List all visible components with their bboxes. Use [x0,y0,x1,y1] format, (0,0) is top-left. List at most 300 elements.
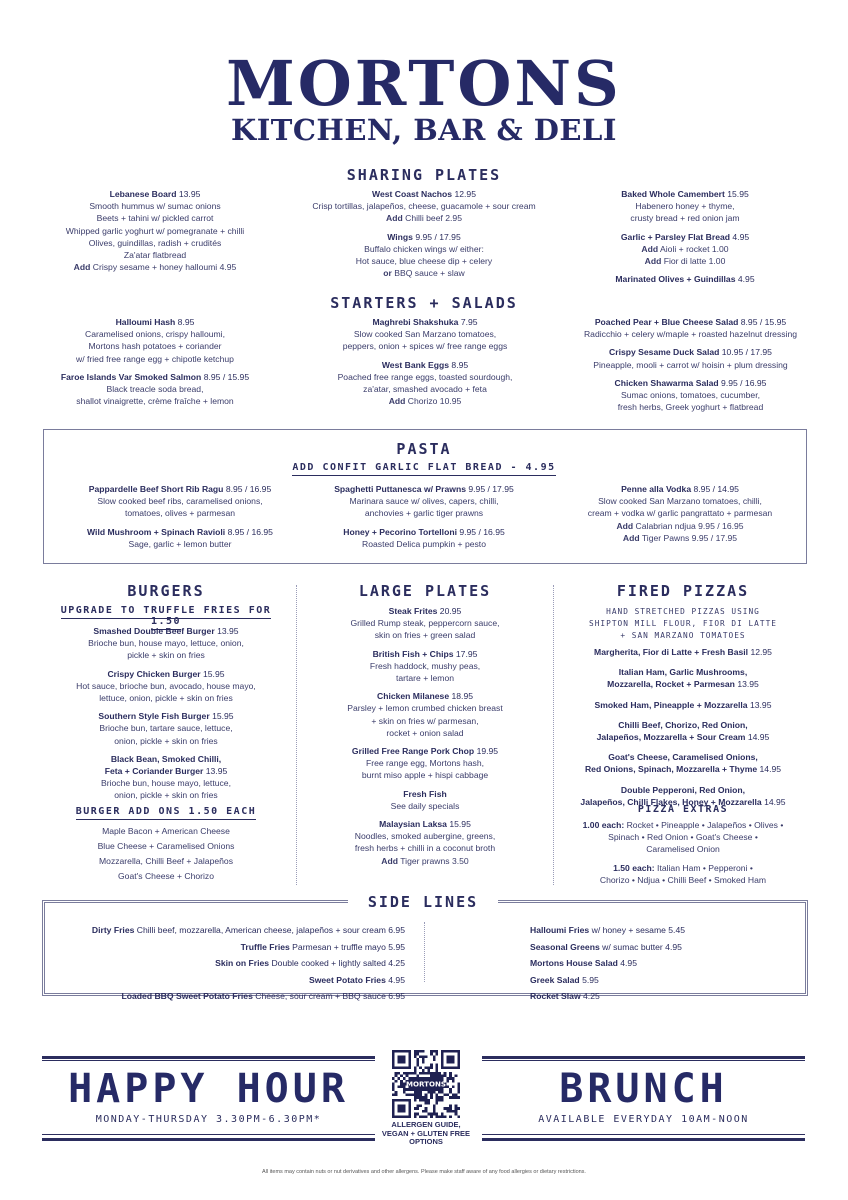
menu-item-price: 8.95 [177,317,195,327]
menu-item-desc: Whipped garlic yoghurt w/ pomegranate + chilli [65,225,245,236]
item-name-text: Southern Style Fish Burger [98,711,210,722]
menu-item-desc: Olives, guindillas, radish + crudités [88,237,222,248]
pizza-item [563,666,803,690]
menu-item-desc: Poached free range eggs, toasted sourdough, [337,371,513,382]
menu-item-price: 19.95 [476,746,499,757]
menu-add-line [560,255,810,267]
menu-item-desc: Radicchio + celery w/maple + roasted hazelnut dressing [583,329,798,340]
add-text: Tiger Pawns 9.95 / 17.95 [639,532,738,543]
menu-item-price: 9.95 / 16.95 [721,377,767,388]
allergen-qr-code[interactable] [392,1050,460,1118]
sharing-right [560,188,810,291]
menu-item-desc: shallot vinaigrette, crème fraîche + lemon [76,396,234,407]
starters-title: STARTERS + SALADS [330,294,518,312]
pasta-title: PASTA [396,440,452,458]
menu-item-desc: Za'atar flatbread [123,250,187,261]
pizza-note-line: HAND STRETCHED PIZZAS USING [606,607,760,616]
item-name-text: Maghrebi Shakshuka [372,317,459,327]
add-text: Crispy sesame + honey halloumi 4.95 [90,262,237,273]
menu-item [290,316,560,353]
add-label: Add [622,532,640,543]
menu-item-desc: Marinara sauce w/ olives, capers, chilli, [349,496,499,507]
hh-rule-top2 [42,1060,375,1061]
menu-item-desc: Fresh haddock, mushy peas, [369,660,481,671]
menu-item-name [558,346,823,358]
side-item [530,939,780,956]
menu-add-line [290,395,560,407]
menu-item-desc: Parsley + lemon crumbed chicken breast [347,703,503,714]
add-label: or [383,268,392,279]
menu-item-desc: Slow cooked San Marzano tomatoes, [353,329,497,340]
side-item [50,939,405,956]
menu-item [46,668,286,705]
pizza-price: 13.95 [749,699,772,710]
item-name-text: Halloumi Hash [115,317,176,327]
large-list [305,605,545,873]
brunch-title: BRUNCH [559,1066,728,1112]
menu-item-desc: Pineapple, mooli + carrot w/ hoisin + plum dressing [593,359,788,370]
side-name: Truffle Fries [240,941,290,952]
add-label: Add [388,396,406,407]
item-name-text: Chicken Milanese [376,691,450,702]
add-text: Chilli beef 2.95 [402,213,462,224]
side-detail: Double cooked + lightly salted 4.25 [269,958,405,969]
menu-item-name [50,483,310,495]
item-name-text: Crispy Sesame Duck Salad [609,347,720,358]
sides-left [50,922,405,1005]
add-label: Add [641,243,659,254]
burgers-list [46,625,286,808]
menu-item-price: 8.95 / 16.95 [227,526,273,537]
menu-item-price: 15.95 [203,668,225,679]
menu-item-desc: cream + vodka w/ garlic pangrattato + parmesan [587,508,773,519]
hh-rule-bottom2 [42,1134,375,1135]
qr-caption: ALLERGEN GUIDE, VEGAN + GLUTEN FREE OPTIONS [381,1120,471,1146]
menu-add-line [560,243,810,255]
menu-item [560,273,810,285]
menu-item-name [305,745,545,757]
menu-item [284,231,564,280]
pizza-item [563,699,803,711]
brunch-rule-bottom2 [482,1134,805,1135]
menu-item-desc: burnt miso apple + hispi cabbage [361,770,489,781]
menu-item-name [305,690,545,702]
pizza-extra-text: Italian Ham • Pepperoni • Chorizo • Ndjua • Chilli Beef • Smoked Ham [599,862,767,885]
menu-item [46,710,286,747]
item-name-text: Wings [387,231,413,242]
side-detail: 4.95 [385,974,405,985]
side-item [530,955,780,972]
item-name-text: Poached Pear + Blue Cheese Salad [594,317,739,327]
side-detail: Chilli beef, mozzarella, American cheese, jalapeños + sour cream 6.95 [134,925,405,935]
menu-item [290,359,560,408]
sharing-left [30,188,280,279]
item-name-text: British Fish + Chips [372,648,454,659]
pizza-price: 12.95 [750,647,772,657]
side-detail: 4.95 [617,958,637,969]
side-name: Seasonal Greens [530,941,600,952]
menu-item-price: 4.95 [732,231,750,242]
menu-item-desc: Noodles, smoked aubergine, greens, [354,831,496,842]
menu-item-desc: See daily specials [390,800,460,811]
pizza-name: Margherita, Fior di Latte + Fresh Basil [594,647,749,657]
add-label: Add [381,855,398,866]
burger-addons-list [46,824,286,884]
side-item [50,988,405,1005]
menu-item-price: 4.95 [737,274,755,285]
pasta-subtitle [274,462,574,473]
menu-item-desc: + skin on fries w/ parmesan, [371,715,479,726]
menu-item [46,753,286,802]
side-name: Greek Salad [530,974,580,985]
pizza-item [563,751,803,775]
item-name-text: Penne alla Vodka [621,484,692,494]
pizza-extras-title: PIZZA EXTRAS [637,804,729,815]
pizza-note-line: SHIPTON MILL FLOUR, FIOR DI LATTE [589,619,777,628]
item-name-text: Fresh Fish [403,788,447,799]
menu-item-desc: Slow cooked beef ribs, caramelised onions, [97,496,263,507]
item-name-text: Malaysian Laksa [379,819,447,830]
add-text: BBQ sauce + slaw [391,268,465,279]
menu-item-name [560,188,810,200]
menu-item-price: 10.95 / 17.95 [721,347,772,358]
logo-tagline: KITCHEN, BAR & DELI [231,113,617,147]
side-name: Dirty Fries [91,925,135,935]
menu-item-desc: lettuce, onion, pickle + skin on fries [99,693,233,704]
burger-addon: Goat's Cheese + Chorizo [118,871,214,881]
menu-item-desc: w/ fried free range egg + chipotle ketchup [76,353,234,364]
menu-item-price: 17.95 [455,648,478,659]
menu-item-desc: Brioche bun, house mayo, lettuce, [101,778,231,789]
starters-mid [290,316,560,413]
menu-item-desc: pickle + skin on fries [127,650,205,661]
menu-item-name [560,231,810,243]
item-name-text: Baked Whole Camembert [621,189,725,199]
burgers-title: BURGERS [127,582,205,600]
menu-item-desc: Brioche bun, house mayo, lettuce, onion, [88,638,244,649]
side-name: Loaded BBQ Sweet Potato Fries [121,991,253,1002]
menu-item-desc: Roasted Delica pumpkin + pesto [362,538,486,549]
side-detail: w/ honey + sesame 5.45 [589,925,686,935]
side-item [530,922,780,939]
sharing-mid [284,188,564,285]
menu-item-desc: peppers, onion + spices w/ free range eggs [342,341,508,352]
pizza-extra-text: Rocket • Pineapple • Jalapeños • Olives • Spinach • Red Onion • Goat's Cheese • Caramelised Onion [608,820,784,855]
menu-item [305,788,545,812]
menu-item-price: 12.95 [454,189,476,199]
menu-item-price: 13.95 [217,626,239,636]
menu-item-desc: tartare + lemon [395,673,455,684]
menu-item-desc: Grilled Rump steak, peppercorn sauce, [350,618,500,629]
side-name: Rocket Slaw [530,991,581,1002]
pizza-extra [563,819,803,856]
menu-item [305,818,545,867]
add-text: Tiger prawns 3.50 [398,855,469,866]
menu-add-line [560,532,800,544]
menu-item-name [305,788,545,800]
pizzas-list [563,646,803,816]
side-name: Mortons House Salad [530,958,618,969]
brunch-sub: AVAILABLE EVERYDAY 10AM-NOON [538,1114,749,1125]
menu-item [50,483,310,520]
pasta-mid [298,483,550,556]
large-title: LARGE PLATES [358,582,492,600]
add-label: Add [616,520,634,531]
menu-add-line [284,212,564,224]
menu-item-name [30,371,280,383]
menu-item-price: 15.95 [212,711,234,722]
menu-item-price: 9.95 / 17.95 [415,231,461,242]
pizza-item [563,719,803,743]
menu-item-price: 8.95 / 15.95 [740,317,787,327]
hh-rule-bottom [42,1138,375,1141]
side-name: Sweet Potato Fries [308,974,386,985]
side-item [50,922,405,939]
menu-item-name [298,526,550,538]
add-label: Add [73,262,91,273]
menu-item-desc: Caramelised onions, crispy halloumi, [85,329,225,340]
pizza-item [563,646,803,658]
sides-divider [424,922,425,982]
item-name-text: West Coast Nachos [372,189,453,199]
allergen-footer: All items may contain nuts or nut derivatives and other allergens. Please make staff aware of any food allergies or dietary restrictions. [262,1169,586,1175]
menu-item-name [30,316,280,328]
menu-add-line [560,520,800,532]
side-item [530,988,780,1005]
menu-item-desc: Habenero honey + thyme, [635,201,735,212]
menu-item-name [558,377,823,389]
menu-item-name [305,605,545,617]
menu-item [305,745,545,782]
menu-item [560,483,800,544]
menu-item [305,648,545,685]
side-detail: w/ sumac butter 4.95 [599,941,682,952]
item-name-text: Black Bean, Smoked Chilli, Feta + Coriander Burger [104,753,222,777]
item-name-text: Faroe Islands Var Smoked Salmon [60,371,202,382]
menu-item-price: 20.95 [439,606,462,616]
side-detail: Cheese, sour cream + BBQ sauce 6.95 [252,991,405,1002]
pasta-right [560,483,800,550]
happy-hour-sub: MONDAY-THURSDAY 3.30PM-6.30PM* [95,1114,322,1125]
pizza-price: 14.95 [764,796,786,807]
side-item [530,972,780,989]
brunch-rule-top [482,1056,805,1059]
brunch-rule-bottom [482,1138,805,1141]
item-name-text: Smashed Double Beef Burger [93,626,215,636]
pizza-extras [563,819,803,892]
add-text: Calabrian ndjua 9.95 / 16.95 [633,520,744,531]
menu-item-desc: Hot sauce, blue cheese dip + celery [355,256,493,267]
menu-item-desc: Sumac onions, tomatoes, cucumber, [620,390,760,401]
menu-item-name [305,648,545,660]
menu-item-desc: Sage, garlic + lemon butter [128,538,232,549]
add-label: Add [386,213,403,224]
starters-left [30,316,280,413]
burger-addons-title [46,806,286,817]
pizza-extra-label: 1.00 each: [582,820,625,830]
menu-item-desc: onion, pickle + skin on fries [114,735,218,746]
item-name-text: Pappardelle Beef Short Rib Ragu [88,484,224,494]
menu-add-line [305,855,545,867]
pizza-price: 14.95 [747,732,770,743]
menu-item-name [560,483,800,495]
menu-item-price: 9.95 / 17.95 [468,484,514,494]
menu-item-name [30,188,280,200]
burger-addon: Mozzarella, Chilli Beef + Jalapeños [99,856,233,866]
menu-item-price: 8.95 [451,359,469,370]
menu-item-desc: za'atar, smashed avocado + feta [363,384,487,395]
menu-item-desc: Hot sauce, brioche bun, avocado, house mayo, [76,680,256,691]
add-text: Chorizo 10.95 [405,396,462,407]
menu-item-price: 9.95 / 16.95 [459,526,505,537]
menu-item [558,346,823,370]
side-detail: Parmesan + truffle mayo 5.95 [289,941,405,952]
item-name-text: Marinated Olives + Guindillas [615,274,736,285]
menu-add-line [284,267,564,279]
menu-item-price: 13.95 [178,189,201,199]
menu-item-price: 8.95 / 14.95 [693,484,739,494]
menu-item [558,316,823,340]
menu-item-price: 15.95 [449,819,471,830]
item-name-text: Crispy Chicken Burger [107,668,201,679]
menu-item-price: 13.95 [205,766,228,777]
sides-title: SIDE LINES [348,893,498,911]
add-label: Add [644,256,662,267]
menu-item-desc: tomatoes, olives + parmesan [124,508,236,519]
menu-item-desc: Beets + tahini w/ pickled carrot [96,213,214,224]
menu-item-price: 18.95 [451,691,474,702]
item-name-text: Honey + Pecorino Tortelloni [343,526,457,537]
divider-2 [553,585,554,885]
item-name-text: Lebanese Board [109,189,177,199]
menu-item-desc: Slow cooked San Marzano tomatoes, chilli, [598,496,762,507]
pizza-name: Double Pepperoni, Red Onion, Jalapeños, Chilli Flakes, Honey + Mozzarella [580,784,762,807]
item-name-text: West Bank Eggs [381,359,450,370]
menu-item-name [290,316,560,328]
pizza-note-line: + SAN MARZANO TOMATOES [620,631,746,640]
menu-item [298,526,550,550]
menu-item-name [290,359,560,371]
pasta-subtitle-text: ADD CONFIT GARLIC FLAT BREAD - 4.95 [292,462,555,476]
menu-item-desc: Brioche bun, tartare sauce, lettuce, [99,723,233,734]
divider-1 [296,585,297,885]
menu-item-price: 15.95 [727,189,749,199]
menu-item-desc: Mortons hash potatoes + coriander [88,341,222,352]
pizzas-title: FIRED PIZZAS [616,582,750,600]
pizza-extra-label: 1.50 each: [613,862,655,873]
menu-item-desc: fresh herbs, Greek yoghurt + flatbread [617,402,764,413]
pizza-name: Italian Ham, Garlic Mushrooms, Mozzarella, Rocket + Parmesan [607,667,748,690]
pizza-name: Goat's Cheese, Caramelised Onions, Red Onions, Spinach, Mozzarella + Thyme [584,752,758,775]
burger-addon: Maple Bacon + American Cheese [102,826,230,836]
menu-item-desc: fresh herbs + chilli in a coconut broth [354,843,496,854]
side-item [50,955,405,972]
burgers-upgrade-text: UPGRADE TO TRUFFLE FRIES FOR 1.50 [61,605,272,630]
pizza-extra [563,862,803,886]
menu-item-name [560,273,810,285]
menu-item-desc: onion, pickle + skin on fries [114,790,218,801]
menu-item [46,625,286,662]
logo-name: MORTONS [226,47,622,120]
menu-item-desc: Black treacle soda bread, [106,384,204,395]
item-name-text: Grilled Free Range Pork Chop [351,746,475,757]
menu-item-name [46,668,286,680]
side-item [50,972,405,989]
starters-right [558,316,823,419]
item-name-text: Chicken Shawarma Salad [614,377,719,388]
menu-item-desc: Buffalo chicken wings w/ either: [364,243,484,254]
menu-item [298,483,550,520]
menu-item-desc: rocket + onion salad [386,727,464,738]
item-name-text: Garlic + Parsley Flat Bread [620,231,731,242]
menu-item-desc: Free range egg, Mortons hash, [366,758,484,769]
menu-item-name [298,483,550,495]
burgers-upgrade [46,605,286,627]
menu-item [284,188,564,225]
menu-item-name [558,316,823,328]
brunch-rule-top2 [482,1060,805,1061]
menu-item [30,371,280,408]
pizzas-note [563,606,803,642]
menu-item-desc: Crisp tortillas, jalapeños, cheese, guacamole + sour cream [312,201,536,212]
hh-rule-top [42,1056,375,1059]
menu-item [560,188,810,225]
menu-item-price: 7.95 [460,317,478,327]
side-name: Skin on Fries [215,958,270,969]
burger-addons-title-text: BURGER ADD ONS 1.50 EACH [76,806,257,820]
add-text: Aioli + rocket 1.00 [658,243,729,254]
menu-item-name [305,818,545,830]
menu-add-line [30,261,280,273]
menu-item-name [46,753,286,777]
menu-item-price: 8.95 / 15.95 [203,371,250,382]
menu-item-desc: skin on fries + green salad [374,630,476,641]
menu-item-desc: crusty bread + red onion jam [630,213,740,224]
menu-item [560,231,810,268]
burger-addon: Blue Cheese + Caramelised Onions [97,841,235,851]
menu-item-name [46,625,286,637]
pizza-price: 14.95 [759,764,782,775]
menu-item-name [46,710,286,722]
sides-right [530,922,780,1005]
item-name-text: Wild Mushroom + Spinach Ravioli [87,526,226,537]
menu-item [30,316,280,365]
menu-item [305,605,545,642]
pizza-price: 13.95 [737,679,759,690]
menu-item-name [50,526,310,538]
menu-item [30,188,280,273]
sharing-title: SHARING PLATES [346,166,502,184]
menu-item-desc: anchovies + garlic tiger prawns [364,508,484,519]
qr-badge: MORTONS [406,1079,446,1089]
menu-item-desc: Smooth hummus w/ sumac onions [89,201,221,212]
menu-item-price: 8.95 / 16.95 [225,484,272,494]
menu-item [50,526,310,550]
item-name-text: Steak Frites [388,606,438,616]
side-detail: 4.25 [580,991,600,1002]
pasta-left [50,483,310,556]
happy-hour-title: HAPPY HOUR [68,1066,349,1112]
add-text: Fior di latte 1.00 [661,256,726,267]
menu-item [558,377,823,414]
pizza-name: Chilli Beef, Chorizo, Red Onion, Jalapeños, Mozzarella + Sour Cream [596,719,748,743]
side-detail: 5.95 [579,974,599,985]
pizza-name: Smoked Ham, Pineapple + Mozzarella [594,699,748,710]
menu-item-name [284,188,564,200]
item-name-text: Spaghetti Puttanesca w/ Prawns [334,484,466,494]
menu-item [305,690,545,739]
menu-item-name [284,231,564,243]
